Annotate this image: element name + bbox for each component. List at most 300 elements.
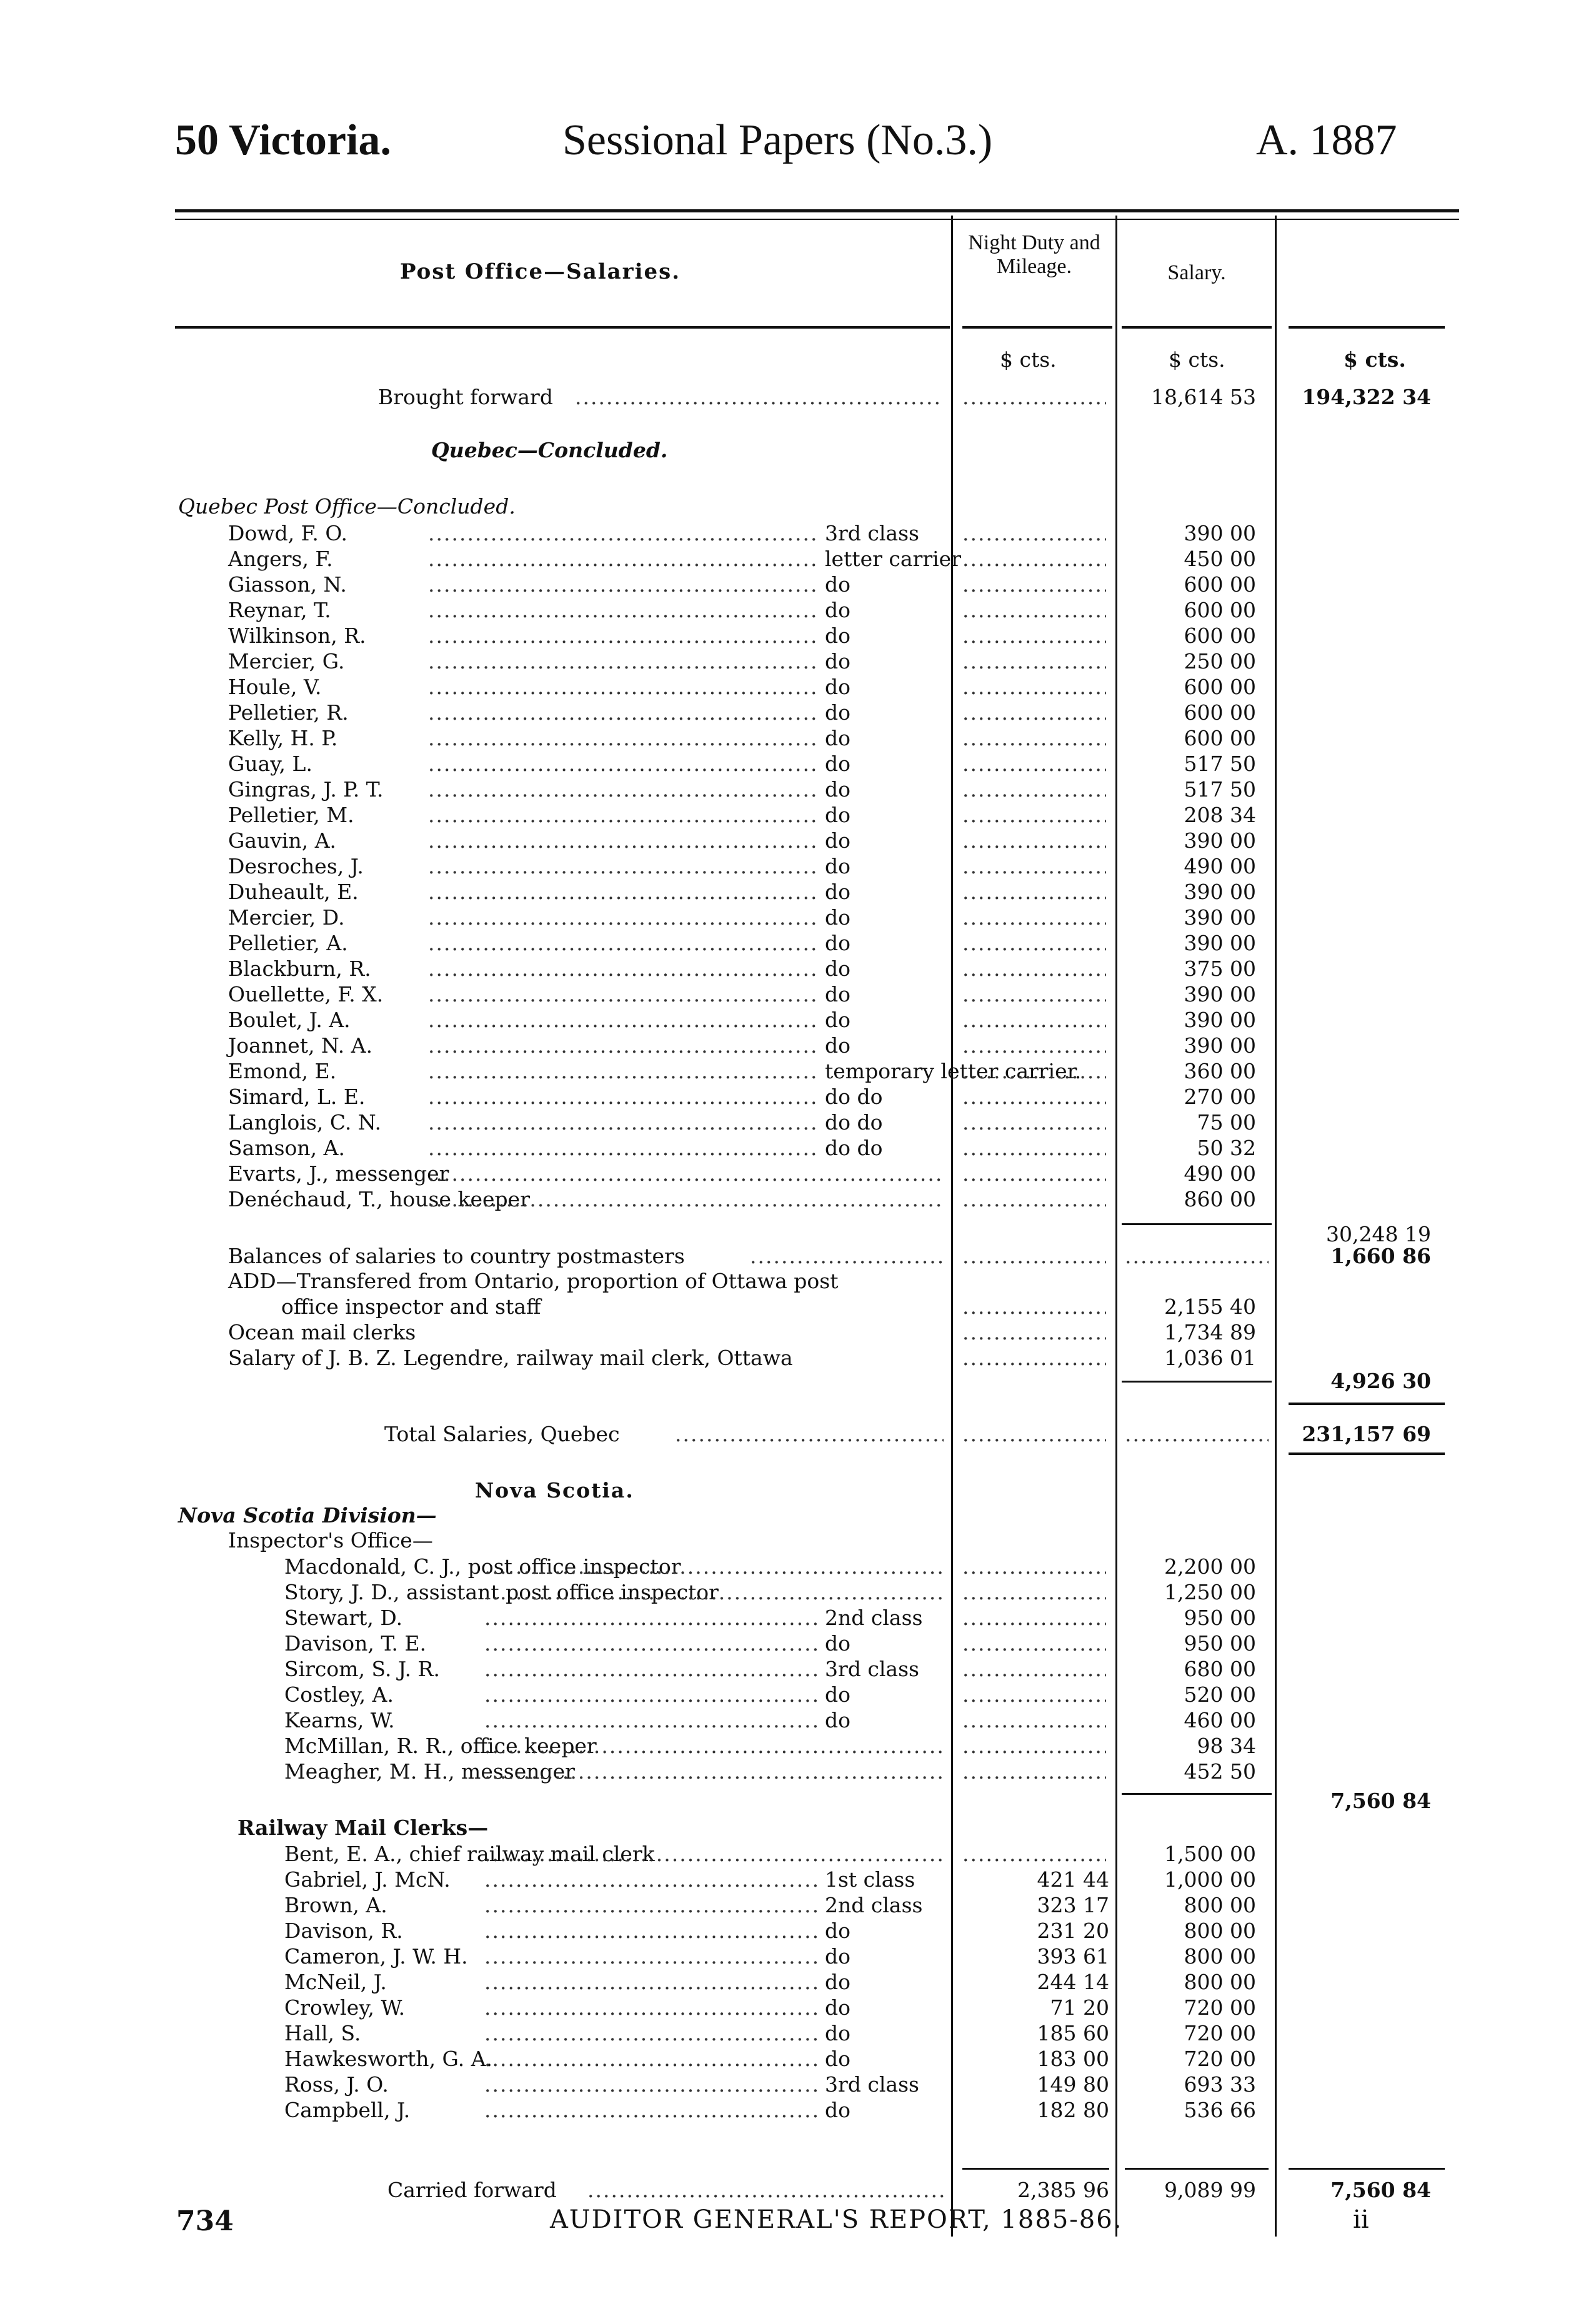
salary-amount: 50 32	[1197, 1136, 1256, 1160]
leader-dots	[962, 1421, 1106, 1447]
grade: do	[825, 752, 850, 776]
leader-dots	[962, 1294, 1106, 1319]
subsection-heading	[0, 1527, 1576, 1553]
person-name: Pelletier, M.	[228, 803, 354, 827]
person-name: Denéchaud, T., house keeper	[228, 1187, 530, 1211]
units-total: $ cts.	[1344, 347, 1406, 372]
leader-dots	[428, 623, 819, 648]
leader-dots	[428, 597, 819, 623]
leader-dots	[428, 802, 819, 828]
person-name: McMillan, R. R., office keeper	[284, 1734, 597, 1758]
footer-right: ii	[1353, 2205, 1369, 2234]
person-name: Gingras, J. P. T.	[228, 777, 384, 802]
person-name: Kearns, W.	[284, 1708, 395, 1732]
person-name: Macdonald, C. J., post office inspector	[284, 1554, 681, 1579]
section-quebec: Quebec—Concluded.	[431, 438, 668, 462]
leader-dots	[428, 853, 819, 879]
table-row	[0, 1294, 1576, 1319]
leader-dots	[962, 1656, 1106, 1682]
heading-rule-3	[1122, 326, 1272, 329]
grade: do	[825, 623, 850, 648]
leader-dots	[484, 1579, 944, 1605]
grade: do	[825, 2047, 850, 2071]
balances-total: 1,660 86	[1330, 1244, 1431, 1268]
person-name: Davison, R.	[284, 1919, 403, 1943]
person-name: Bent, E. A., chief railway mail clerk	[284, 1842, 655, 1866]
grade: do	[825, 931, 850, 955]
leader-dots	[962, 930, 1106, 956]
heading-rule-2	[962, 326, 1112, 329]
salary-amount: 208 34	[1184, 803, 1256, 827]
table-row	[0, 1892, 1576, 1918]
table-row	[0, 1995, 1576, 2020]
leader-dots	[484, 1656, 819, 1682]
total-rule	[1289, 1403, 1445, 1405]
heading-rule	[175, 326, 950, 329]
leader-dots	[962, 1345, 1106, 1371]
salary-amount: 800 00	[1184, 1919, 1256, 1943]
table-row	[0, 1733, 1576, 1759]
leader-dots	[428, 1033, 819, 1058]
leader-dots	[428, 674, 819, 700]
leader-dots	[962, 1007, 1106, 1033]
night-duty-amount: 182 80	[1037, 2098, 1109, 2122]
table-row	[0, 777, 1576, 802]
person-name: Dowd, F. O.	[228, 521, 348, 545]
table-row	[0, 1033, 1576, 1058]
leader-dots	[428, 751, 819, 777]
grade: do	[825, 1708, 850, 1732]
leader-dots	[962, 1579, 1106, 1605]
units-salary: $ cts.	[1169, 347, 1225, 372]
grade: 1st class	[825, 1867, 915, 1892]
salary-amount: 600 00	[1184, 572, 1256, 597]
person-name: Story, J. D., assistant post office inspector	[284, 1580, 719, 1604]
carried-forward-total: 7,560 84	[1330, 2178, 1431, 2202]
balances-label: Balances of salaries to country postmasters	[228, 1244, 685, 1268]
carried-forward-row	[0, 2177, 1576, 2203]
salary-amount: 1,734 89	[1164, 1320, 1256, 1344]
leader-dots	[428, 1135, 819, 1161]
leader-dots	[962, 1733, 1106, 1759]
total-quebec-label: Total Salaries, Quebec	[384, 1422, 620, 1446]
person-name: Desroches, J.	[228, 854, 364, 878]
leader-dots	[484, 1918, 819, 1944]
grade: do	[825, 726, 850, 750]
leader-dots	[962, 700, 1106, 725]
leader-dots	[962, 1319, 1106, 1345]
person-name: Hall, S.	[284, 2021, 361, 2045]
leader-dots	[962, 1084, 1106, 1110]
leader-dots	[962, 751, 1106, 777]
leader-dots	[428, 1058, 819, 1084]
col-night-heading: Night Duty and Mileage.	[968, 231, 1100, 278]
table-row	[0, 1319, 1576, 1345]
table-row	[0, 930, 1576, 956]
leader-dots	[428, 981, 819, 1007]
leader-dots	[428, 546, 819, 572]
night-duty-amount: 149 80	[1037, 2072, 1109, 2097]
table-row	[0, 802, 1576, 828]
leader-dots	[962, 1243, 1106, 1269]
person-name: Gabriel, J. McN.	[284, 1867, 451, 1892]
units-night: $ cts.	[1000, 347, 1057, 372]
grade: do	[825, 2021, 850, 2045]
subsection-heading	[0, 1502, 1576, 1528]
salary-amount: 800 00	[1184, 1944, 1256, 1969]
night-duty-amount: 185 60	[1037, 2021, 1109, 2045]
leader-dots	[962, 520, 1106, 546]
leader-dots	[962, 725, 1106, 751]
grade: do	[825, 2098, 850, 2122]
brought-forward-total: 194,322 34	[1302, 385, 1431, 409]
grade: do	[825, 675, 850, 699]
add-line-label: Ocean mail clerks	[228, 1320, 416, 1344]
person-name: Brown, A.	[284, 1893, 387, 1917]
grade: 3rd class	[825, 1657, 919, 1681]
person-name: Giasson, N.	[228, 572, 347, 597]
page-number: 734	[176, 2205, 234, 2237]
salary-amount: 800 00	[1184, 1893, 1256, 1917]
person-name: McNeil, J.	[284, 1970, 387, 1994]
grade: do	[825, 1995, 850, 2020]
brought-forward-salary: 18,614 53	[1151, 385, 1256, 409]
table-row	[0, 1161, 1576, 1186]
person-name: Crowley, W.	[284, 1995, 406, 2020]
person-name: Guay, L.	[228, 752, 312, 776]
leader-dots	[1125, 1243, 1269, 1269]
grade: 3rd class	[825, 2072, 919, 2097]
header-right: A. 1887	[1256, 116, 1397, 164]
leader-dots	[428, 572, 819, 597]
leader-dots	[962, 905, 1106, 930]
leader-dots	[962, 853, 1106, 879]
leader-dots	[962, 597, 1106, 623]
leader-dots	[484, 2046, 819, 2072]
salary-amount: 390 00	[1184, 931, 1256, 955]
sub-quebec-po: Quebec Post Office—Concluded.	[178, 494, 516, 519]
person-name: Pelletier, R.	[228, 700, 349, 725]
leader-dots	[428, 520, 819, 546]
leader-dots	[962, 1110, 1106, 1135]
table-row	[0, 1605, 1576, 1631]
leader-dots	[962, 1033, 1106, 1058]
salary-amount: 98 34	[1197, 1734, 1256, 1758]
table-row	[0, 751, 1576, 777]
brought-forward-row	[0, 384, 1576, 410]
leader-dots	[962, 802, 1106, 828]
salary-amount: 860 00	[1184, 1187, 1256, 1211]
leader-dots	[484, 2072, 819, 2097]
person-name: Sircom, S. J. R.	[284, 1657, 440, 1681]
grade: temporary letter carrier.	[825, 1059, 1082, 1083]
person-name: Houle, V.	[228, 675, 322, 699]
add-line-label: office inspector and staff	[281, 1294, 541, 1319]
leader-dots	[484, 2020, 819, 2046]
leader-dots	[962, 879, 1106, 905]
table-row	[0, 725, 1576, 751]
add-line-label: Salary of J. B. Z. Legendre, railway mail clerk, Ottawa	[228, 1346, 793, 1370]
salary-amount: 360 00	[1184, 1059, 1256, 1083]
balances-row	[0, 1243, 1576, 1269]
table-row	[0, 1944, 1576, 1969]
table-row	[0, 853, 1576, 879]
person-name: Boulet, J. A.	[228, 1008, 351, 1032]
grade: do	[825, 700, 850, 725]
leader-dots	[962, 1759, 1106, 1784]
salary-amount: 1,000 00	[1164, 1867, 1256, 1892]
grade: 2nd class	[825, 1606, 923, 1630]
salary-amount: 720 00	[1184, 2047, 1256, 2071]
person-name: Hawkesworth, G. A.	[284, 2047, 493, 2071]
salary-amount: 950 00	[1184, 1606, 1256, 1630]
salary-amount: 390 00	[1184, 1033, 1256, 1058]
leader-dots	[428, 777, 819, 802]
person-name: Cameron, J. W. H.	[284, 1944, 468, 1969]
grade: do	[825, 1631, 850, 1656]
person-name: Mercier, G.	[228, 649, 345, 673]
leader-dots	[675, 1421, 944, 1447]
person-name: Blackburn, R.	[228, 956, 371, 981]
section-heading	[0, 1477, 1576, 1503]
leader-dots	[428, 879, 819, 905]
grade: do	[825, 982, 850, 1006]
table-row	[0, 2072, 1576, 2097]
salary-amount: 450 00	[1184, 547, 1256, 571]
grade: do do	[825, 1085, 883, 1109]
grade: do	[825, 803, 850, 827]
grade: do	[825, 777, 850, 802]
person-name: Ouellette, F. X.	[228, 982, 384, 1006]
units-row	[0, 347, 1576, 372]
carried-forward-label: Carried forward	[387, 2178, 557, 2202]
leader-dots	[962, 1135, 1106, 1161]
leader-dots	[428, 930, 819, 956]
night-duty-amount: 71 20	[1050, 1995, 1109, 2020]
quebec-po-subtotal: 30,248 19	[1326, 1222, 1431, 1246]
leader-dots	[428, 1161, 944, 1186]
leader-dots	[962, 777, 1106, 802]
leader-dots	[1125, 1421, 1269, 1447]
grade: do	[825, 1970, 850, 1994]
grade: do	[825, 956, 850, 981]
ns-total-row	[0, 1788, 1576, 1814]
table-row	[0, 623, 1576, 648]
person-name: Joannet, N. A.	[228, 1033, 373, 1058]
leader-dots	[962, 828, 1106, 853]
table-row	[0, 546, 1576, 572]
grade: do	[825, 1008, 850, 1032]
night-duty-amount: 183 00	[1037, 2047, 1109, 2071]
grade: do	[825, 1944, 850, 1969]
grade: do	[825, 1919, 850, 1943]
table-row	[0, 1554, 1576, 1579]
person-name: Emond, E.	[228, 1059, 337, 1083]
leader-dots	[587, 2177, 944, 2203]
sub-inspector-office: Inspector's Office—	[228, 1528, 433, 1552]
leader-dots	[428, 700, 819, 725]
grade: do	[825, 572, 850, 597]
table-row	[0, 1918, 1576, 1944]
leader-dots	[484, 2097, 819, 2123]
add-total: 4,926 30	[1330, 1369, 1431, 1393]
salary-amount: 950 00	[1184, 1631, 1256, 1656]
salary-amount: 720 00	[1184, 1995, 1256, 2020]
table-row	[0, 1058, 1576, 1084]
leader-dots	[962, 1058, 1106, 1084]
total-quebec-row	[0, 1421, 1576, 1447]
header-left: 50 Victoria.	[175, 116, 392, 164]
total-quebec-amount: 231,157 69	[1302, 1422, 1431, 1446]
table-title: Post Office—Salaries.	[400, 259, 681, 284]
salary-amount: 600 00	[1184, 598, 1256, 622]
person-name: Angers, F.	[228, 547, 333, 571]
person-name: Kelly, H. P.	[228, 726, 338, 750]
grade: do	[825, 1033, 850, 1058]
table-row	[0, 905, 1576, 930]
add-line-label: ADD—Transfered from Ontario, proportion of Ottawa post	[228, 1269, 839, 1293]
carried-rule-2	[1125, 2168, 1269, 2170]
table-row	[0, 520, 1576, 546]
leader-dots	[428, 1084, 819, 1110]
leader-dots	[428, 725, 819, 751]
person-name: Stewart, D.	[284, 1606, 403, 1630]
person-name: Gauvin, A.	[228, 828, 337, 853]
grade: do	[825, 854, 850, 878]
person-name: Wilkinson, R.	[228, 623, 366, 648]
leader-dots	[428, 1110, 819, 1135]
table-row	[0, 1135, 1576, 1161]
salary-amount: 680 00	[1184, 1657, 1256, 1681]
table-row	[0, 1682, 1576, 1707]
night-duty-amount: 421 44	[1037, 1867, 1109, 1892]
leader-dots	[962, 1841, 1106, 1867]
salary-amount: 2,200 00	[1164, 1554, 1256, 1579]
table-row	[0, 1656, 1576, 1682]
leader-dots	[962, 956, 1106, 981]
salary-amount: 517 50	[1184, 777, 1256, 802]
carried-forward-salary: 9,089 99	[1164, 2178, 1256, 2202]
leader-dots	[484, 1707, 819, 1733]
salary-amount: 390 00	[1184, 905, 1256, 930]
leader-dots	[484, 1969, 819, 1995]
salary-amount: 600 00	[1184, 623, 1256, 648]
salary-amount: 490 00	[1184, 1161, 1256, 1186]
table-row	[0, 1345, 1576, 1371]
table-row	[0, 1579, 1576, 1605]
table-row	[0, 1759, 1576, 1784]
leader-dots	[484, 1733, 944, 1759]
person-name: Pelletier, A.	[228, 931, 348, 955]
salary-amount: 1,500 00	[1164, 1842, 1256, 1866]
leader-dots	[962, 648, 1106, 674]
salary-amount: 390 00	[1184, 982, 1256, 1006]
night-duty-amount: 393 61	[1037, 1944, 1109, 1969]
grade: 3rd class	[825, 521, 919, 545]
leader-dots	[962, 1554, 1106, 1579]
grade: do	[825, 598, 850, 622]
salary-amount: 270 00	[1184, 1085, 1256, 1109]
table-row	[0, 648, 1576, 674]
leader-dots	[484, 1841, 944, 1867]
salary-amount: 75 00	[1197, 1110, 1256, 1135]
leader-dots	[484, 1944, 819, 1969]
table-row	[0, 1084, 1576, 1110]
leader-dots	[484, 1995, 819, 2020]
person-name: Davison, T. E.	[284, 1631, 427, 1656]
leader-dots	[962, 1707, 1106, 1733]
table-row	[0, 700, 1576, 725]
salary-amount: 800 00	[1184, 1970, 1256, 1994]
table-row	[0, 879, 1576, 905]
person-name: Reynar, T.	[228, 598, 331, 622]
table-row	[0, 572, 1576, 597]
person-name: Costley, A.	[284, 1682, 394, 1707]
col-salary-heading: Salary.	[1167, 261, 1226, 284]
salary-amount: 375 00	[1184, 956, 1256, 981]
leader-dots	[962, 572, 1106, 597]
person-name: Duheault, E.	[228, 880, 359, 904]
salary-amount: 250 00	[1184, 649, 1256, 673]
salary-amount: 460 00	[1184, 1708, 1256, 1732]
leader-dots	[962, 623, 1106, 648]
leader-dots	[484, 1892, 819, 1918]
leader-dots	[484, 1759, 944, 1784]
salary-amount: 520 00	[1184, 1682, 1256, 1707]
leader-dots	[575, 384, 944, 410]
leader-dots	[962, 546, 1106, 572]
leader-dots	[962, 384, 1106, 410]
salary-amount: 1,250 00	[1164, 1580, 1256, 1604]
salary-amount: 536 66	[1184, 2098, 1256, 2122]
salary-amount: 517 50	[1184, 752, 1256, 776]
table-row	[0, 828, 1576, 853]
table-row	[0, 597, 1576, 623]
top-rule-thin	[175, 219, 1459, 220]
salary-amount: 452 50	[1184, 1759, 1256, 1784]
carried-forward-night: 2,385 96	[1017, 2178, 1109, 2202]
person-name: Meagher, M. H., messenger	[284, 1759, 575, 1784]
grade: do	[825, 649, 850, 673]
table-row	[0, 1631, 1576, 1656]
leader-dots	[484, 1605, 819, 1631]
table-row	[0, 2020, 1576, 2046]
table-row	[0, 1268, 1576, 1294]
leader-dots	[428, 956, 819, 981]
leader-dots	[484, 1631, 819, 1656]
sub-railway-mail: Railway Mail Clerks—	[237, 1815, 489, 1840]
night-duty-amount: 244 14	[1037, 1970, 1109, 1994]
table-row	[0, 1007, 1576, 1033]
leader-dots	[962, 674, 1106, 700]
grade: do	[825, 828, 850, 853]
leader-dots	[428, 1186, 944, 1212]
grade: 2nd class	[825, 1893, 923, 1917]
leader-dots	[484, 1867, 819, 1892]
night-duty-amount: 323 17	[1037, 1893, 1109, 1917]
grade: do do	[825, 1136, 883, 1160]
table-row	[0, 956, 1576, 981]
table-row	[0, 1867, 1576, 1892]
leader-dots	[484, 1682, 819, 1707]
leader-dots	[428, 905, 819, 930]
salary-amount: 390 00	[1184, 1008, 1256, 1032]
salary-amount: 390 00	[1184, 521, 1256, 545]
person-name: Simard, L. E.	[228, 1085, 366, 1109]
leader-dots	[962, 1631, 1106, 1656]
leader-dots	[962, 1161, 1106, 1186]
table-row	[0, 2097, 1576, 2123]
